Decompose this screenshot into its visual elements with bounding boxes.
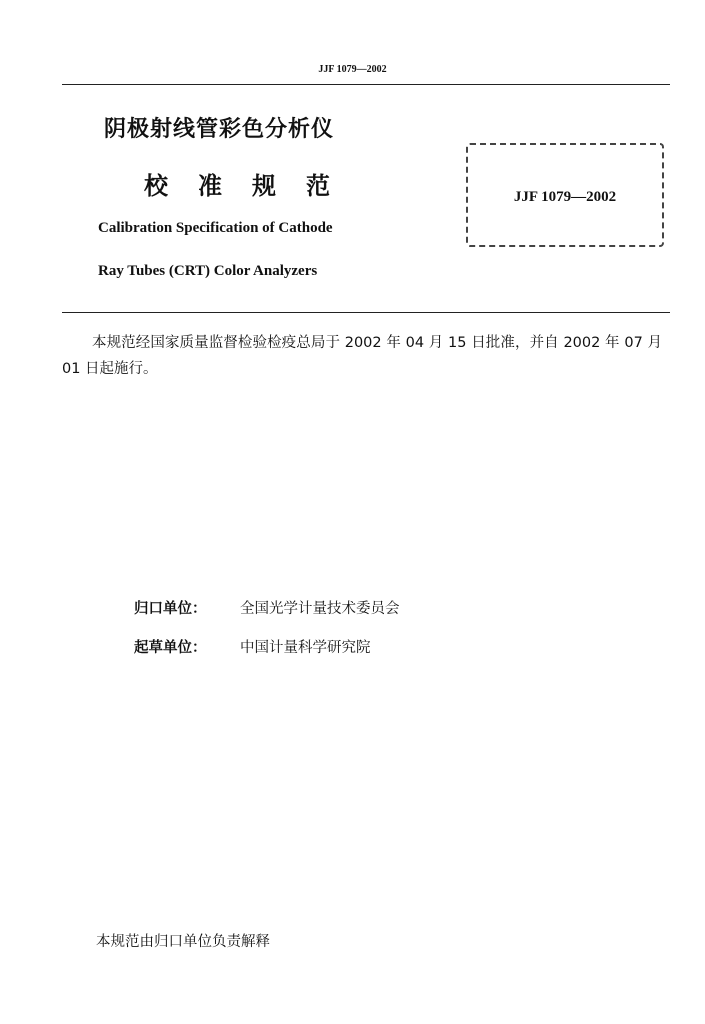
approval-text: 本规范经国家质量监督检验检疫总局于 2002 年 04 月 15 日批准，并自 2002 年 07 月 01 日起施行。 [62,335,662,377]
header-rule [62,84,670,85]
drafting-unit-value: 中国计量科学研究院 [240,640,371,656]
subtitle-cn: 校准规范 [144,172,360,200]
code-box-text: JJF 1079—2002 [513,189,617,205]
title-en-line2: Ray Tubes (CRT) Color Analyzers [98,263,318,279]
footer-note: 本规范由归口单位负责解释 [96,934,270,950]
responsible-unit-label: 归口单位： [134,601,207,617]
drafting-unit-label: 起草单位： [134,640,207,656]
title-cn: 阴极射线管彩色分析仪 [104,117,335,142]
responsible-unit-value: 全国光学计量技术委员会 [240,601,400,617]
code-box [466,143,664,247]
title-en-line1: Calibration Specification of Cathode [98,220,333,236]
header-code: JJF 1079—2002 [318,64,387,75]
title-rule [62,312,670,313]
